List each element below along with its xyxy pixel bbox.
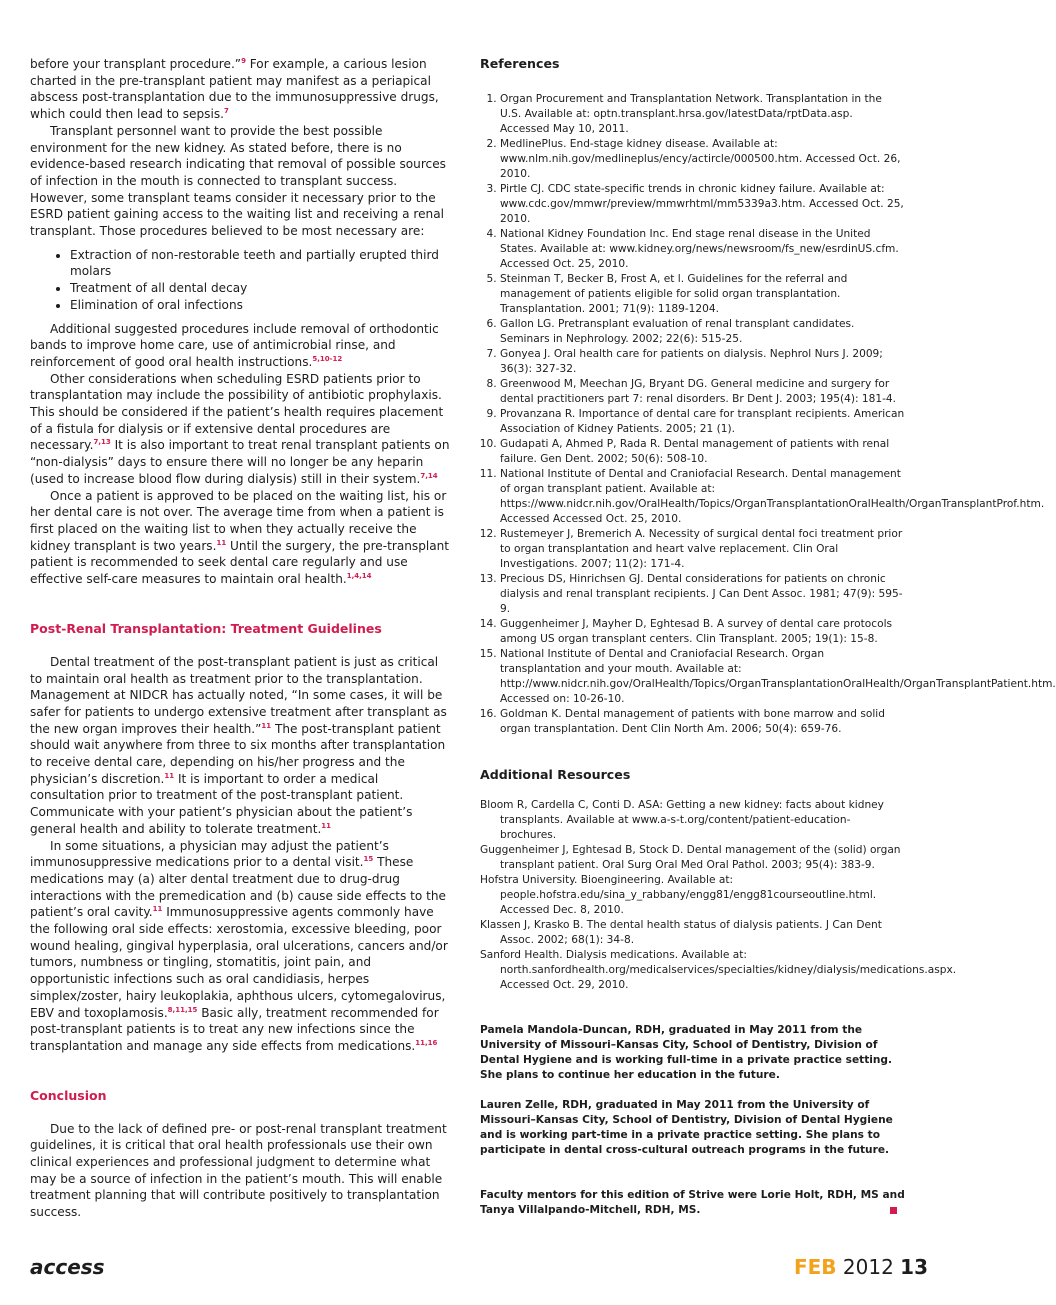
list-item: • Extraction of non-restorable teeth and partially erupted third molars bbox=[70, 247, 450, 280]
reference-item: 14. Guggenheimer J, Mayher D, Eghtesad B. A survey of dental care protocols among US organ transplant centers. Clin Transplant. 2005; 19(1): 15-8. bbox=[500, 617, 905, 647]
citation: 11 bbox=[261, 721, 272, 730]
paragraph: In some situations, a physician may adjust the patient’s immunosuppressive medications prior to a dental visit.$^{15}$ These medications may (a) alter dental treatment due to drug-drug interactions with the premedication and (b) cause side effects to the patient’s oral cavity.$^{11}$ Immunosuppressive agents commonly have the following oral side effects: xerostomia, excessive bleeding, poor wound healing, gingival hyperplasia, oral ulcerations, cancers and/or tumors, numbness or tingling, stomatitis, joint pain, and opportunistic infections such as oral candidiasis, herpes simplex/zoster, hairy leukoplakia, aphthous ulcers, cytomegalovirus, EBV and toxoplamosis.$^{8,11,15}$ Basic ally, treatment recommended for post-transplant patients is to treat any new infections since the transplantation and manage any side effects from medications.$^{11,16}$ bbox=[30, 838, 448, 1053]
magazine-name: access bbox=[30, 1255, 105, 1279]
procedure-list bbox=[30, 247, 450, 314]
citation: 8,11,15 bbox=[167, 1005, 198, 1014]
reference-item: 9. Provanzana R. Importance of dental care for transplant recipients. American Association of Kidney Patients. 2005; 21 (1). bbox=[500, 407, 905, 437]
citation: 11 bbox=[152, 905, 163, 914]
reference-item: 8. Greenwood M, Meechan JG, Bryant DG. General medicine and surgery for dental practitioners part 7: renal disorders. Br Dent J. 2003; 195(4): 181-4. bbox=[500, 377, 905, 407]
citation: 11,16 bbox=[415, 1038, 438, 1047]
citation: 11 bbox=[216, 538, 227, 547]
article-left-column bbox=[30, 56, 450, 1221]
citation: 7 bbox=[223, 107, 229, 116]
reference-item: 6. Gallon LG. Pretransplant evaluation of renal transplant candidates. Seminars in Nephrology. 2002; 22(6): 515-25. bbox=[500, 317, 905, 347]
resource-item: Klassen J, Krasko B. The dental health status of dialysis patients. J Can Dent Assoc. 2002; 68(1): 34-8. bbox=[480, 919, 882, 946]
reference-item: 15. National Institute of Dental and Craniofacial Research. Organ transplantation and your mouth. Available at: http://www.nidcr.nih.gov/OralHealth/Topics/OrganTransplantationOralHealth/OrganTransplantPatient.htm. Accessed on: 10-26-10. bbox=[500, 647, 905, 707]
citation: 1,4,14 bbox=[346, 572, 372, 581]
references-list bbox=[480, 92, 1056, 737]
issue-year: 2012 bbox=[842, 1255, 894, 1279]
citation: 7,13 bbox=[93, 438, 111, 447]
section-heading: Conclusion bbox=[30, 1087, 107, 1103]
author-bio: Pamela Mandola-Duncan, RDH, graduated in May 2011 from the University of Missouri–Kansas City, School of Dentistry, Division of Dental Hygiene and is working full-time in a private practice setting. She plans to continue her education in the future. bbox=[480, 1024, 893, 1081]
list-item: • Elimination of oral infections bbox=[70, 297, 450, 314]
reference-item: 10. Gudapati A, Ahmed P, Rada R. Dental management of patients with renal failure. Gen Dent. 2002; 50(6): 508-10. bbox=[500, 437, 905, 467]
reference-item: 16. Goldman K. Dental management of patients with bone marrow and solid organ transplantation. Dent Clin North Am. 2006; 50(4): 659-76. bbox=[500, 707, 905, 737]
reference-item: 13. Precious DS, Hinrichsen GJ. Dental considerations for patients on chronic dialysis and renal transplant recipients. J Can Dent Assoc. 1981; 47(9): 595-9. bbox=[500, 572, 905, 617]
paragraph: Other considerations when scheduling ESRD patients prior to transplantation may include the possibility of antibiotic prophylaxis. This should be considered if the patient’s health requires placement of a fistula for dialysis or if extensive dental procedures are necessary.$^{7,13}$ It is also important to treat renal transplant patients on “non-dialysis” days to ensure there will no longer be any heparin (used to increase blood flow during dialysis) still in their system.$^{7,14}$ bbox=[30, 371, 450, 486]
reference-item: 4. National Kidney Foundation Inc. End stage renal disease in the United States. Available at: www.kidney.org/news/newsroom/fs_new/esrdinUS.cfm. Accessed Oct. 25, 2010. bbox=[500, 227, 905, 272]
reference-item: 5. Steinman T, Becker B, Frost A, et l. Guidelines for the referral and management of patients eligible for solid organ transplantation. Transplantation. 2001; 71(9): 1189-1204. bbox=[500, 272, 905, 317]
author-bio: Lauren Zelle, RDH, graduated in May 2011 from the University of Missouri–Kansas City, School of Dentistry, Division of Dental Hygiene and is working part-time in a private practice setting. She plans to participate in dental cross-cultural outreach programs in the future. bbox=[480, 1099, 893, 1156]
resource-item: Bloom R, Cardella C, Conti D. ASA: Getting a new kidney: facts about kidney transplants. Available at www.a-s-t.org/content/patient-education-brochures. bbox=[480, 799, 884, 841]
list-item: • Treatment of all dental decay bbox=[70, 280, 450, 297]
citation: 9 bbox=[241, 57, 246, 65]
citation: 15 bbox=[363, 855, 374, 864]
citation: 11 bbox=[164, 771, 175, 780]
resource-item: Hofstra University. Bioengineering. Available at: people.hofstra.edu/sina_y_rabbany/engg81/engg81courseoutline.html. Accessed Dec. 8, 2010. bbox=[480, 874, 877, 916]
references-heading: References bbox=[480, 56, 560, 71]
paragraph: before your transplant procedure.”$^9$ For example, a carious lesion charted in the pre-transplant patient may manifest as a periapical abscess post-transplantation due to the immunosuppressive drugs, which could then lead to sepsis.$^7$ bbox=[30, 57, 439, 122]
reference-item: 11. National Institute of Dental and Craniofacial Research. Dental management of organ transplant patient. Available at: https://www.nidcr.nih.gov/OralHealth/Topics/OrganTransplantationOralHealth/OrganTransplantProf.htm. Accessed Accessed Oct. 25, 2010. bbox=[500, 467, 905, 527]
paragraph: Additional suggested procedures include removal of orthodontic bands to improve home care, use of antimicrobial rinse, and reinforcement of good oral health instructions.$^{5,10-12}$ bbox=[30, 321, 439, 369]
resources-heading: Additional Resources bbox=[480, 767, 631, 782]
page-number: 13 bbox=[900, 1255, 928, 1279]
issue-info bbox=[794, 1255, 928, 1279]
reference-item: 12. Rustemeyer J, Bremerich A. Necessity of surgical dental foci treatment prior to organ transplantation and heart valve replacement. Clin Oral Investigations. 2007; 11(2): 171-4. bbox=[500, 527, 905, 572]
paragraph: Transplant personnel want to provide the best possible environment for the new kidney. As stated before, there is no evidence-based research indicating that removal of possible sources of infection in the mouth is connected to transplant success. However, some transplant teams consider it necessary prior to the ESRD patient gaining access to the waiting list and receiving a renal transplant. Those procedures believed to be most necessary are: bbox=[30, 123, 446, 239]
paragraph: Dental treatment of the post-transplant patient is just as critical to maintain oral health as treatment prior to the transplantation. Management at NIDCR has actually noted, “In some cases, it will be safer for patients to undergo extensive treatment after transplant as the new organ improves their health.”$^{11}$ The post-transplant patient should wait anywhere from three to six months after transplantation to receive dental care, depending on his/her progress and the physician’s discretion.$^{11}$ It is important to order a medical consultation prior to treatment of the post-transplant patient. Communicate with your patient’s physician about the patient’s general health and ability to tolerate treatment.$^{11}$ bbox=[30, 654, 447, 836]
reference-item: 2. MedlinePlus. End-stage kidney disease. Available at: www.nlm.nih.gov/medlineplus/ency/actircle/000500.htm. Accessed Oct. 26, 2010. bbox=[500, 137, 905, 182]
issue-month: FEB bbox=[793, 1255, 837, 1279]
citation: 11 bbox=[321, 821, 332, 830]
reference-item: 1. Organ Procurement and Transplantation Network. Transplantation in the U.S. Available at: optn.transplant.hrsa.gov/latestData/rptData.asp. Accessed May 10, 2011. bbox=[500, 92, 905, 137]
article-right-column bbox=[480, 56, 1056, 1218]
resource-item: Sanford Health. Dialysis medications. Available at: north.sanfordhealth.org/medicalservices/specialties/kidney/dialysis/medications.aspx. Accessed Oct. 29, 2010. bbox=[480, 949, 957, 991]
mentors-note: Faculty mentors for this edition of Strive were Lorie Holt, RDH, MS and Tanya Villalpando-Mitchell, RDH, MS. bbox=[480, 1189, 905, 1216]
paragraph: Due to the lack of defined pre- or post-renal transplant treatment guidelines, it is critical that oral health professionals use their own clinical experiences and professional judgment to determine what may be a source of infection in the patient’s mouth. This will enable treatment planning that will contribute positively to transplantation success. bbox=[30, 1121, 447, 1220]
end-of-article-icon bbox=[890, 1207, 897, 1214]
reference-item: 3. Pirtle CJ. CDC state-specific trends in chronic kidney failure. Available at: www.cdc.gov/mmwr/preview/mmwrhtml/mm5339a3.htm. Accessed Oct. 25, 2010. bbox=[500, 182, 905, 227]
resource-item: Guggenheimer J, Eghtesad B, Stock D. Dental management of the (solid) organ transplant patient. Oral Surg Oral Med Oral Pathol. 2003; 95(4): 383-9. bbox=[480, 844, 901, 871]
section-heading: Post-Renal Transplantation: Treatment Guidelines bbox=[30, 620, 382, 636]
citation: 7,14 bbox=[420, 471, 438, 480]
resources-list bbox=[480, 798, 957, 993]
reference-item: 7. Gonyea J. Oral health care for patients on dialysis. Nephrol Nurs J. 2009; 36(3): 327-32. bbox=[500, 347, 905, 377]
citation: 5,10-12 bbox=[312, 354, 343, 363]
paragraph: Once a patient is approved to be placed on the waiting list, his or her dental care is not over. The average time from when a patient is first placed on the waiting list to when they actually receive the kidney transplant is two years.$^{11}$ Until the surgery, the pre-transplant patient is recommended to seek dental care regularly and use effective self-care measures to maintain oral health.$^{1,4,14}$ bbox=[30, 488, 450, 587]
